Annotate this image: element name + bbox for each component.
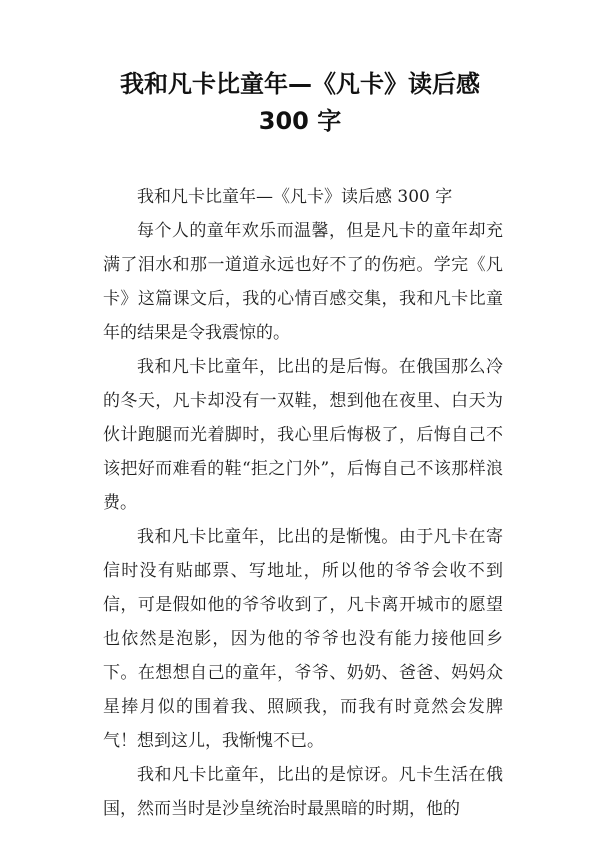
paragraph-4: 我和凡卡比童年，比出的是惊讶。凡卡生活在俄国，然而当时是沙皇统治时最黑暗的时期，他的 xyxy=(103,765,503,819)
document-body xyxy=(103,180,503,826)
title-line-1: 我和凡卡比童年—《凡卡》读后感 xyxy=(120,70,480,98)
document-title xyxy=(60,66,540,140)
document-subtitle: 我和凡卡比童年—《凡卡》读后感 300 字 xyxy=(137,187,453,207)
paragraph-1: 每个人的童年欢乐而温馨，但是凡卡的童年却充满了泪水和那一道道永远也好不了的伤疤。学完《凡卡》这篇课文后，我的心情百感交集，我和凡卡比童年的结果是令我震惊的。 xyxy=(103,221,503,343)
paragraph-2: 我和凡卡比童年，比出的是后悔。在俄国那么冷的冬天，凡卡却没有一双鞋，想到他在夜里、白天为伙计跑腿而光着脚时，我心里后悔极了，后悔自己不该把好而难看的鞋“拒之门外”，后悔自己不该那样浪费。 xyxy=(103,357,503,513)
title-line-2: 300 字 xyxy=(258,107,342,135)
paragraph-3: 我和凡卡比童年，比出的是惭愧。由于凡卡在寄信时没有贴邮票、写地址，所以他的爷爷会收不到信，可是假如他的爷爷收到了，凡卡离开城市的愿望也依然是泡影，因为他的爷爷也没有能力接他回乡下。在想想自己的童年，爷爷、奶奶、爸爸、妈妈众星捧月似的围着我、照顾我，而我有时竟然会发脾气！想到这儿，我惭愧不已。 xyxy=(103,527,503,751)
